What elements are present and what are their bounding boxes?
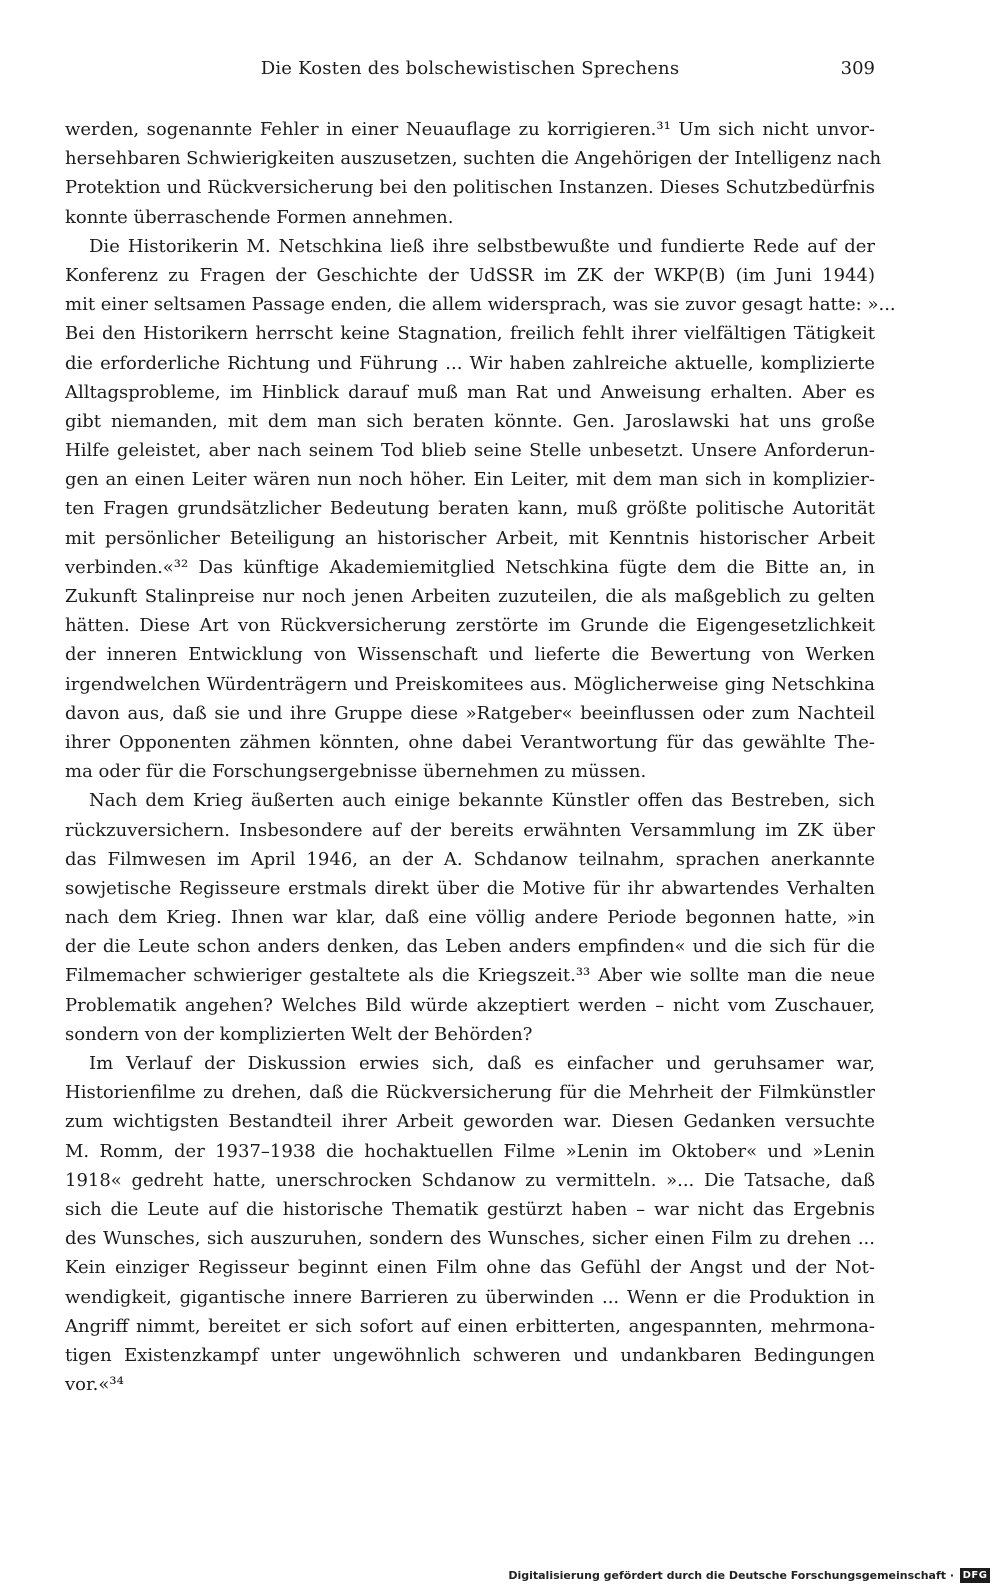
text-line: Alltagsprobleme, im Hinblick darauf muß man Rat und Anweisung erhalten. Aber es (65, 381, 875, 403)
text-line: rückzuversichern. Insbesondere auf der bereits erwähnten Versammlung im ZK über (65, 819, 875, 841)
text-line: Protektion und Rückversicherung bei den politischen Instanzen. Dieses Schutzbedürfnis (65, 177, 875, 199)
text-line: konnte überraschende Formen annehmen. (65, 206, 454, 228)
text-line: irgendwelchen Würdenträgern und Preiskomitees aus. Möglicherweise ging Netschkina (65, 673, 875, 695)
text-line: mit einer seltsamen Passage enden, die allem widersprach, was sie zuvor gesagt hatte: »... (65, 294, 896, 316)
text-line: Die Historikerin M. Netschkina ließ ihre selbstbewußte und fundierte Rede auf der (89, 235, 875, 257)
text-line: gen an einen Leiter wären nun noch höher. Ein Leiter, mit dem man sich in komplizier- (65, 469, 875, 491)
text-line: zum wichtigsten Bestandteil ihrer Arbeit geworden war. Diesen Gedanken versuchte (65, 1111, 875, 1133)
text-line: sondern von der komplizierten Welt der Behörden? (65, 1023, 533, 1045)
text-line: nach dem Krieg. Ihnen war klar, daß eine völlig andere Periode begonnen hatte, »in (65, 907, 875, 929)
text-line: mit persönlicher Beteiligung an historischer Arbeit, mit Kenntnis historischer Arbeit (65, 527, 875, 549)
text-line: Zukunft Stalinpreise nur noch jenen Arbeiten zuzuteilen, die als maßgeblich zu gelten (65, 586, 875, 607)
digitization-credit (508, 1564, 990, 1586)
dfg-logo: DFG (960, 1568, 990, 1583)
text-line: Problematik angehen? Welches Bild würde akzeptiert werden – nicht vom Zuschauer, (65, 994, 875, 1016)
text-line: Historienfilme zu drehen, daß die Rückversicherung für die Mehrheit der Filmkünstler (65, 1082, 875, 1104)
text-line: Kein einziger Regisseur beginnt einen Film ohne das Gefühl der Angst und der Not- (65, 1257, 875, 1279)
text-line: gibt niemanden, mit dem man sich beraten könnte. Gen. Jaroslawski hat uns große (65, 410, 875, 432)
text-line: ten Fragen grundsätzlicher Bedeutung beraten kann, muß größte politische Autorität (65, 498, 875, 520)
text-line: der inneren Entwicklung von Wissenschaft und lieferte die Bewertung von Werken (65, 644, 875, 666)
text-line: ma oder für die Forschungsergebnisse übernehmen zu müssen. (65, 761, 647, 783)
text-line: Filmemacher schwieriger gestaltete als die Kriegszeit.³³ Aber wie sollte man die neue (65, 965, 875, 987)
text-line: werden, sogenannte Fehler in einer Neuauflage zu korrigieren.³¹ Um sich nicht unvor- (65, 119, 875, 140)
text-line: Nach dem Krieg äußerten auch einige bekannte Künstler offen das Bestreben, sich (89, 790, 875, 812)
text-line: verbinden.«³² Das künftige Akademiemitglied Netschkina fügte dem die Bitte an, in (65, 556, 875, 578)
credit-text: Digitalisierung gefördert durch die Deutsche Forschungsgemeinschaft · (508, 1568, 954, 1582)
text-line: davon aus, daß sie und ihre Gruppe diese »Ratgeber« beeinflussen oder zum Nachteil (65, 702, 875, 724)
text-line: sich die Leute auf die historische Thematik gestürzt haben – war nicht das Ergebnis (65, 1198, 875, 1220)
text-line: Im Verlauf der Diskussion erwies sich, daß es einfacher und geruhsamer war, (89, 1053, 875, 1074)
text-line: hersehbaren Schwierigkeiten auszusetzen, suchten die Angehörigen der Intelligenz nach (65, 148, 882, 170)
text-line: Hilfe geleistet, aber nach seinem Tod blieb seine Stelle unbesetzt. Unsere Anforderun- (65, 440, 875, 462)
text-line: 1918« gedreht hatte, unerschrocken Schdanow zu vermitteln. »... Die Tatsache, daß (65, 1169, 875, 1191)
text-line: Konferenz zu Fragen der Geschichte der UdSSR im ZK der WKP(B) (im Juni 1944) (65, 264, 875, 286)
text-line: ihrer Opponenten zähmen könnten, ohne dabei Verantwortung für das gewählte The- (65, 731, 875, 753)
text-line: wendigkeit, gigantische innere Barrieren zu überwinden ... Wenn er die Produktion in (65, 1286, 875, 1308)
running-head (65, 58, 875, 88)
text-line: vor.«³⁴ (65, 1374, 124, 1396)
body-text (65, 115, 896, 1399)
text-line: die erforderliche Richtung und Führung ... Wir haben zahlreiche aktuelle, komplizierte (65, 352, 875, 374)
text-line: sowjetische Regisseure erstmals direkt über die Motive für ihr abwartendes Verhalten (65, 877, 875, 899)
text-line: Angriff nimmt, bereitet er sich sofort auf einen erbitterten, angespannten, mehrmona- (65, 1315, 875, 1337)
text-line: das Filmwesen im April 1946, an der A. Schdanow teilnahm, sprachen anerkannte (65, 848, 875, 870)
text-line: Bei den Historikern herrscht keine Stagnation, freilich fehlt ihrer vielfältigen Tätigkeit (65, 323, 875, 345)
text-line: hätten. Diese Art von Rückversicherung zerstörte im Grunde die Eigengesetzlichkeit (65, 615, 875, 637)
text-line: der die Leute schon anders denken, das Leben anders empfinden« und die sich für die (65, 936, 875, 958)
page-number: 309 (840, 58, 875, 79)
text-line: des Wunsches, sich auszuruhen, sondern des Wunsches, sicher einen Film zu drehen ... (65, 1228, 875, 1250)
running-title: Die Kosten des bolschewistischen Sprechens (260, 58, 680, 79)
text-line: M. Romm, der 1937–1938 die hochaktuellen Filme »Lenin im Oktober« und »Lenin (65, 1140, 875, 1162)
text-line: tigen Existenzkampf unter ungewöhnlich schweren und undankbaren Bedingungen (65, 1344, 875, 1366)
